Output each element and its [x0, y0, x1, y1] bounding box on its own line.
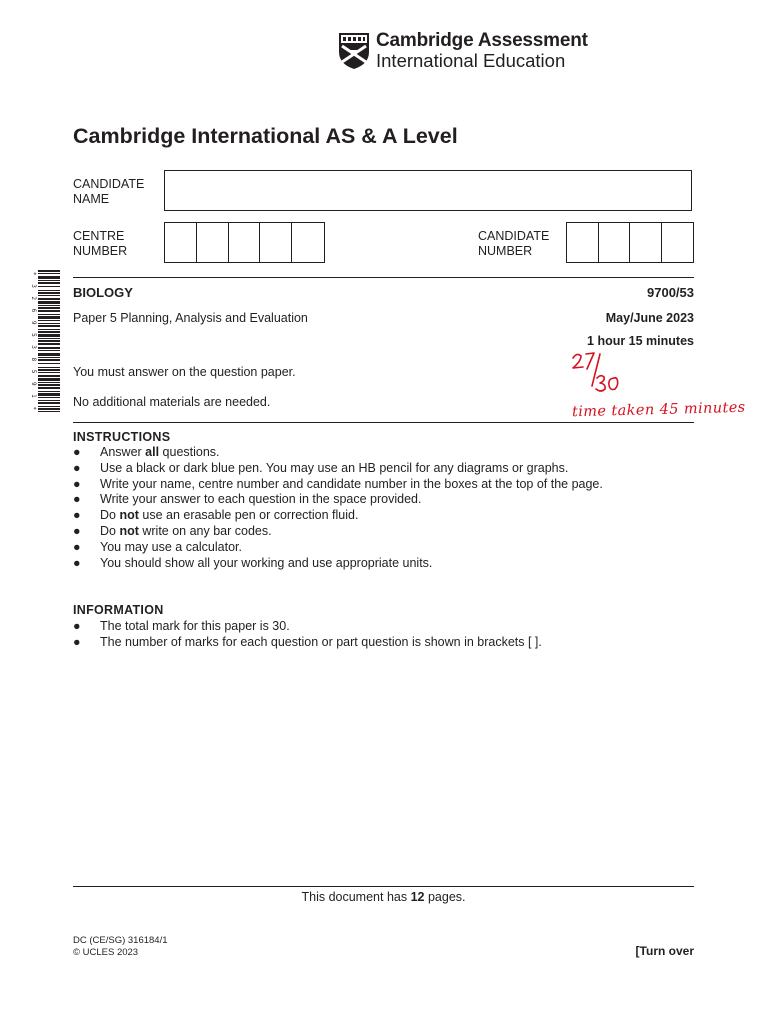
org-name-line2: International Education	[376, 50, 566, 71]
divider	[73, 422, 694, 423]
divider	[73, 277, 694, 278]
note-answer-on-paper: You must answer on the question paper.	[73, 365, 296, 379]
candidate-number-field[interactable]	[566, 222, 694, 263]
exam-session: May/June 2023	[605, 311, 694, 325]
handwritten-score	[568, 348, 638, 398]
svg-text:*3269538591*: *3269538591*	[30, 272, 37, 410]
page-title: Cambridge International AS & A Level	[73, 124, 458, 148]
note-no-materials: No additional materials are needed.	[73, 395, 271, 409]
paper-code: 9700/53	[647, 285, 694, 300]
cambridge-crest-icon	[338, 32, 370, 70]
candidate-name-label: CANDIDATE NAME	[73, 177, 145, 206]
footer-divider	[73, 886, 694, 887]
org-name-line1: Cambridge Assessment	[376, 30, 588, 51]
barcode	[30, 270, 62, 412]
instructions-list	[73, 445, 603, 571]
list-item: ● The number of marks for each question or part question is shown in brackets [ ].	[73, 634, 542, 649]
list-item: ● Write your name, centre number and candidate number in the boxes at the top of the page.	[73, 476, 603, 491]
centre-number-digit-box[interactable]	[229, 223, 261, 262]
centre-number-label: CENTRE NUMBER	[73, 229, 128, 258]
page-count-note: This document has 12 pages.	[301, 890, 466, 904]
handwritten-time-taken: time taken 45 minutes	[571, 399, 746, 421]
candidate-number-digit-box[interactable]	[662, 223, 693, 262]
instructions-heading: INSTRUCTIONS	[73, 430, 171, 444]
centre-number-field[interactable]	[164, 222, 325, 263]
centre-number-digit-box[interactable]	[197, 223, 229, 262]
candidate-number-label: CANDIDATE NUMBER	[478, 229, 550, 258]
list-item: ● Do not use an erasable pen or correction fluid.	[73, 508, 359, 523]
candidate-name-field[interactable]	[164, 170, 692, 211]
subject: BIOLOGY	[73, 285, 133, 300]
list-item: ● The total mark for this paper is 30.	[73, 619, 290, 633]
list-item: ● You may use a calculator.	[73, 539, 242, 554]
candidate-number-digit-box[interactable]	[599, 223, 631, 262]
exam-duration: 1 hour 15 minutes	[587, 334, 694, 348]
centre-number-digit-box[interactable]	[165, 223, 197, 262]
document-code: DC (CE/SG) 316184/1 © UCLES 2023	[73, 935, 168, 958]
list-item: ● You should show all your working and use appropriate units.	[73, 555, 433, 570]
list-item: ● Use a black or dark blue pen. You may use an HB pencil for any diagrams or graphs.	[73, 460, 569, 475]
list-item: ● Write your answer to each question in the space provided.	[73, 492, 422, 507]
list-item: ● Answer all questions.	[73, 445, 220, 459]
list-item: ● Do not write on any bar codes.	[73, 523, 272, 538]
information-list	[73, 619, 542, 651]
information-heading: INFORMATION	[73, 603, 164, 617]
centre-number-digit-box[interactable]	[292, 223, 324, 262]
paper-title: Paper 5 Planning, Analysis and Evaluation	[73, 311, 308, 325]
turn-over-label: [Turn over	[635, 944, 694, 958]
candidate-number-digit-box[interactable]	[630, 223, 662, 262]
candidate-number-digit-box[interactable]	[567, 223, 599, 262]
centre-number-digit-box[interactable]	[260, 223, 292, 262]
